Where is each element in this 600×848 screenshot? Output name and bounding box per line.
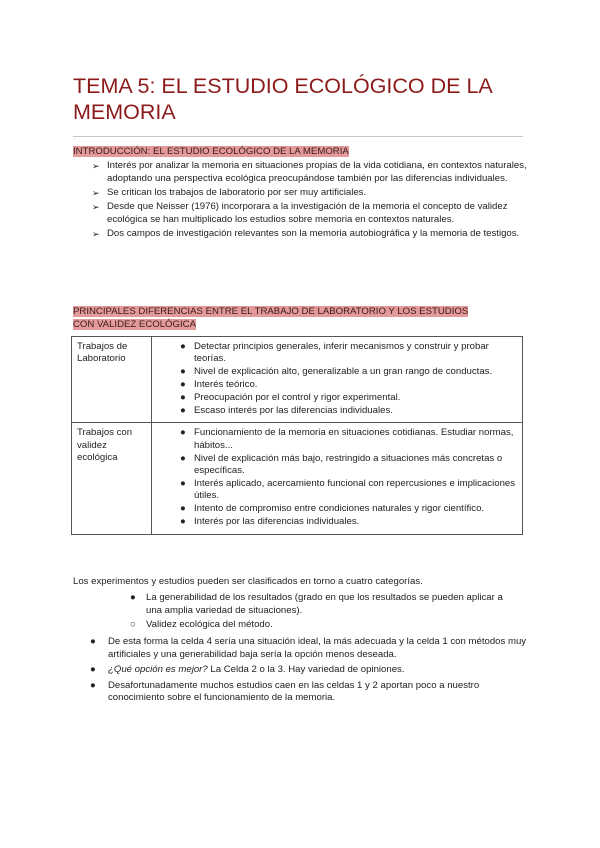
row-content: [152, 423, 523, 534]
hollow-bullet-icon: ○: [130, 618, 136, 630]
list-item: ● ¿Qué opción es mejor? La Celda 2 o la 3. Hay variedad de opiniones.: [90, 664, 405, 676]
intro-item: ➢ Interés por analizar la memoria en situaciones propias de la vida cotidiana, en contextos naturales, adoptando una perspectiva ecológica preocupándose también por las diferencias individuales.: [92, 160, 527, 184]
row-label: Trabajos con validez ecológica: [72, 423, 152, 534]
list-item: ○ Validez ecológica del método.: [130, 618, 273, 630]
differences-heading-text: PRINCIPALES DIFERENCIAS ENTRE EL TRABAJO DE LABORATORIO Y LOS ESTUDIOS CON VALIDEZ ECOLÓGICA: [73, 306, 469, 330]
bullet-icon: ●: [180, 391, 186, 403]
bullet-icon: ●: [180, 427, 186, 439]
bullet-icon: ●: [180, 366, 186, 378]
bullet-icon: ●: [180, 404, 186, 416]
bullet-icon: ●: [130, 592, 136, 603]
list-item: ● Preocupación por el control y rigor experimental.: [180, 391, 401, 403]
bullet-icon: ●: [90, 664, 96, 676]
bullet-icon: ●: [180, 503, 186, 514]
list-item: ● Interés por las diferencias individuales.: [180, 515, 360, 527]
intro-item: ➢ Desde que Neisser (1976) incorporara a la investigación de la memoria el concepto de validez ecológica se han multiplicado los estudios sobre memoria en contextos naturales.: [92, 201, 508, 225]
title-divider: [73, 136, 523, 137]
list-item: ● Detectar principios generales, inferir mecanismos y construir y probar teorías.: [180, 341, 489, 365]
list-item: ● Nivel de explicación más bajo, restringido a situaciones más concretas o específicas.: [180, 452, 503, 476]
intro-heading: [73, 146, 349, 159]
list-item: ● De esta forma la celda 4 sería una situación ideal, la más adecuada y la celda 1 con métodos muy artificiales y una generabilidad baja sería la opción menos deseada.: [90, 636, 527, 660]
arrow-bullet-icon: ➢: [92, 187, 100, 198]
arrow-bullet-icon: ➢: [92, 229, 100, 240]
intro-heading-text: INTRODUCCIÓN: EL ESTUDIO ECOLÓGICO DE LA MEMORIA: [73, 146, 349, 157]
intro-item: ➢ Dos campos de investigación relevantes son la memoria autobiográfica y la memoria de testigos.: [92, 228, 520, 240]
table-row: [72, 423, 523, 534]
bullet-icon: ●: [90, 636, 96, 647]
arrow-bullet-icon: ➢: [92, 202, 100, 213]
list-item: ● Nivel de explicación alto, generalizable a un gran rango de conductas.: [180, 366, 493, 378]
comparison-table: [71, 336, 523, 535]
criteria-list: [128, 592, 518, 633]
bullet-icon: ●: [180, 379, 186, 390]
page-title: TEMA 5: EL ESTUDIO ECOLÓGICO DE LA MEMORIA: [73, 74, 492, 124]
list-item: ● Escaso interés por las diferencias individuales.: [180, 404, 393, 416]
bullet-icon: ●: [90, 679, 96, 691]
row-content: [152, 337, 523, 423]
list-item: ● Funcionamiento de la memoria en situaciones cotidianas. Estudiar normas, hábitos...: [180, 427, 514, 451]
bullet-icon: ●: [180, 515, 186, 527]
list-item: ● La generabilidad de los resultados (grado en que los resultados se pueden aplicar a una amplia variedad de situaciones).: [130, 592, 503, 616]
intro-list: [92, 160, 532, 242]
question-text: ¿Qué opción es mejor?: [108, 664, 208, 676]
arrow-bullet-icon: ➢: [92, 161, 100, 171]
bullet-icon: ●: [180, 477, 186, 489]
intro-item: ➢ Se critican los trabajos de laboratorio por ser muy artificiales.: [92, 186, 367, 198]
conclusions-list: [88, 636, 528, 708]
row-label: Trabajos de Laboratorio: [72, 337, 152, 423]
bullet-icon: ●: [180, 452, 186, 464]
table-row: [72, 337, 523, 423]
classification-intro: Los experimentos y estudios pueden ser clasificados en torno a cuatro categorías.: [73, 576, 423, 587]
list-item: ● Desafortunadamente muchos estudios caen en las celdas 1 y 2 aportan poco a nuestro conocimiento sobre el funcionamiento de la memoria.: [90, 679, 480, 704]
list-item: ● Intento de compromiso entre condiciones naturales y rigor científico.: [180, 503, 485, 514]
bullet-icon: ●: [180, 341, 186, 352]
differences-heading: [73, 306, 473, 331]
list-item: ● Interés teórico.: [180, 379, 258, 390]
list-item: ● Interés aplicado, acercamiento funcional con repercusiones e implicaciones útiles.: [180, 477, 516, 502]
